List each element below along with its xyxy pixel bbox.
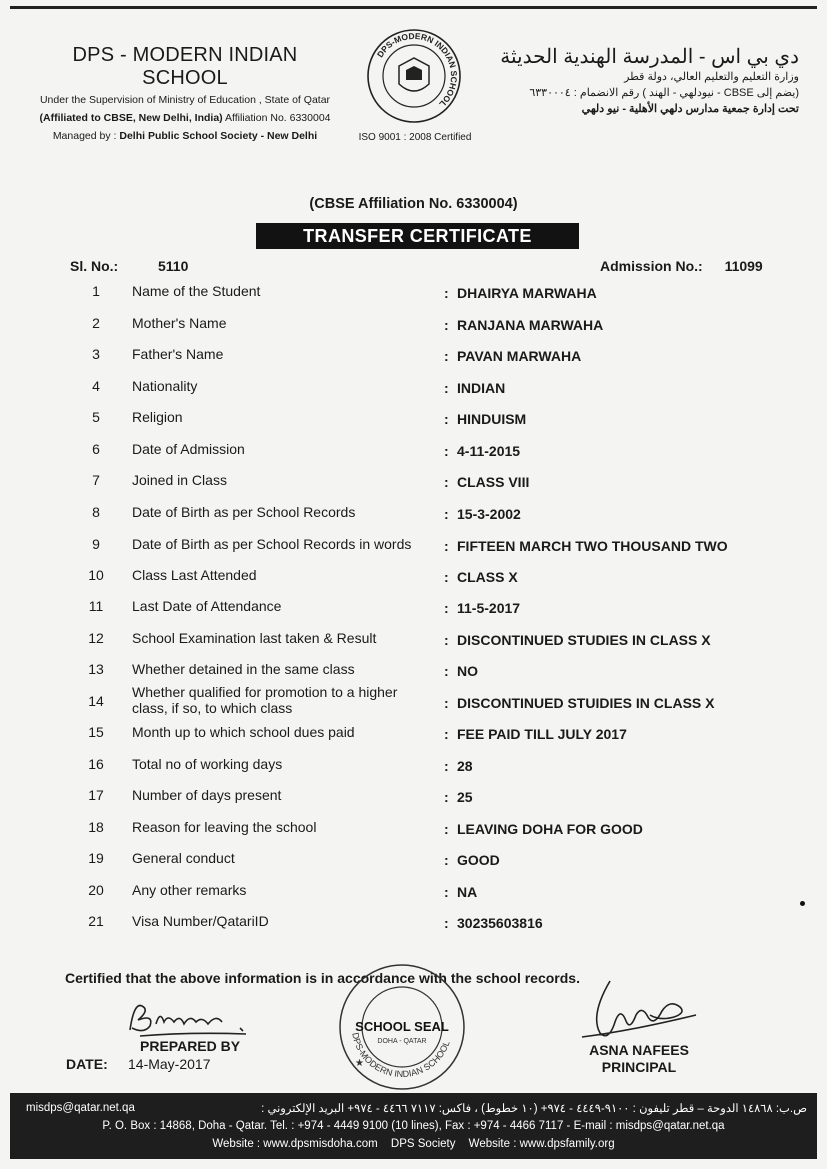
- item-label: Whether qualified for promotion to a higher class, if so, to which class: [132, 684, 398, 716]
- item-colon: :: [444, 915, 449, 931]
- item-number: 10: [88, 567, 104, 583]
- item-value: FEE PAID TILL JULY 2017: [457, 726, 627, 742]
- footer: [10, 1093, 817, 1159]
- item-value: CLASS X: [457, 569, 518, 585]
- item-number: 19: [88, 850, 104, 866]
- item-label: Mother's Name: [132, 315, 227, 331]
- date-value: 14-May-2017: [128, 1056, 211, 1072]
- item-colon: :: [444, 380, 449, 396]
- affiliated-prefix: (Affiliated to CBSE, New Delhi, India): [39, 112, 223, 124]
- list-item: [0, 819, 827, 849]
- list-item: [0, 283, 827, 313]
- serial-number-label: Sl. No.:: [70, 258, 119, 274]
- principal-title: PRINCIPAL: [601, 1059, 677, 1075]
- date-label: DATE:: [66, 1056, 108, 1072]
- admission-number-value: 11099: [724, 258, 763, 274]
- list-item: [0, 913, 827, 943]
- item-number: 3: [92, 346, 100, 362]
- cbse-ar: (يضم إلى CBSE - نيودلهي - الهند ) رقم الانضمام : ٦٣٣٠٠٠٤: [529, 87, 799, 99]
- item-colon: :: [444, 538, 449, 554]
- item-label: School Examination last taken & Result: [132, 630, 377, 646]
- footer-email: misdps@qatar.net.qa: [26, 1102, 135, 1114]
- cbse-affiliation: (CBSE Affiliation No. 6330004): [309, 196, 518, 212]
- school-header-arabic: [469, 44, 799, 117]
- item-label: Month up to which school dues paid: [132, 724, 355, 740]
- list-item: [0, 724, 827, 754]
- item-value: FIFTEEN MARCH TWO THOUSAND TWO: [457, 538, 728, 554]
- logo-ring-text: DPS-MODERN INDIAN SCHOOL: [374, 30, 460, 110]
- footer-websites: [10, 1138, 817, 1150]
- item-value: 15-3-2002: [457, 506, 521, 522]
- item-colon: :: [444, 474, 449, 490]
- item-colon: :: [444, 663, 449, 679]
- item-label: Number of days present: [132, 787, 282, 803]
- ink-dot: [800, 901, 805, 906]
- item-number: 1: [92, 283, 100, 299]
- item-value: NO: [457, 663, 478, 679]
- item-number: 14: [88, 693, 104, 709]
- list-item: [0, 346, 827, 376]
- list-item: [0, 504, 827, 534]
- item-number: 6: [92, 441, 100, 457]
- item-number: 13: [88, 661, 104, 677]
- item-number: 16: [88, 756, 104, 772]
- seal-title: SCHOOL SEAL: [355, 1019, 449, 1034]
- item-label: Date of Admission: [132, 441, 245, 457]
- item-number: 11: [88, 598, 104, 614]
- managed-value: Delhi Public School Society - New Delhi: [119, 130, 318, 142]
- seal-city: DOHA - QATAR: [377, 1038, 427, 1045]
- list-item: [0, 472, 827, 502]
- item-value: PAVAN MARWAHA: [457, 348, 582, 364]
- list-item: [0, 441, 827, 471]
- item-value: LEAVING DOHA FOR GOOD: [457, 821, 643, 837]
- affiliation-line: [30, 111, 340, 126]
- item-label: Religion: [132, 409, 183, 425]
- item-colon: :: [444, 348, 449, 364]
- seal-ring-text: DPS-MODERN INDIAN SCHOOL: [350, 1031, 452, 1080]
- item-label: Nationality: [132, 378, 198, 394]
- item-colon: :: [444, 317, 449, 333]
- item-number: 4: [92, 378, 100, 394]
- footer-website-2: Website : www.dpsfamily.org: [468, 1138, 615, 1150]
- item-value: NA: [457, 884, 478, 900]
- school-name-ar: دي بي اس - المدرسة الهندية الحديثة: [500, 46, 799, 68]
- footer-website-1: Website : www.dpsmisdoha.com: [212, 1138, 378, 1150]
- list-item: [0, 409, 827, 439]
- item-number: 8: [92, 504, 100, 520]
- list-item: [0, 536, 827, 566]
- school-header-english: [30, 44, 340, 144]
- item-label: Visa Number/QatariID: [132, 913, 269, 929]
- item-colon: :: [444, 506, 449, 522]
- item-number: 18: [88, 819, 104, 835]
- seal-star-icon: ★: [355, 1058, 364, 1069]
- admission-number: [600, 258, 763, 274]
- item-label: Total no of working days: [132, 756, 283, 772]
- principal-name: ASNA NAFEES: [589, 1042, 689, 1058]
- item-value: DISCONTINUED STUDIES IN CLASS X: [457, 632, 711, 648]
- item-value: GOOD: [457, 852, 500, 868]
- footer-society: DPS Society: [390, 1138, 456, 1150]
- managed-ar: تحت إدارة جمعية مدارس دلهي الأهلية - نيو دلهي: [581, 103, 799, 115]
- item-value: HINDUISM: [457, 411, 527, 427]
- item-number: 21: [88, 913, 104, 929]
- list-item: [0, 567, 827, 597]
- item-label: General conduct: [132, 850, 235, 866]
- item-colon: :: [444, 600, 449, 616]
- item-value: 28: [457, 758, 473, 774]
- item-label: Whether detained in the same class: [132, 661, 355, 677]
- item-number: 12: [88, 630, 104, 646]
- item-value: DISCONTINUED STUIDIES IN CLASS X: [457, 695, 715, 711]
- item-value: CLASS VIII: [457, 474, 530, 490]
- item-number: 2: [92, 315, 100, 331]
- list-item: [0, 630, 827, 660]
- item-label: Date of Birth as per School Records in words: [132, 536, 412, 552]
- supervision-line: Under the Supervision of Ministry of Education , State of Qatar: [39, 94, 331, 106]
- item-label: Joined in Class: [132, 472, 227, 488]
- item-label: Class Last Attended: [132, 567, 257, 583]
- item-number: 20: [88, 882, 104, 898]
- item-colon: :: [444, 569, 449, 585]
- item-colon: :: [444, 443, 449, 459]
- footer-contact: P. O. Box : 14868, Doha - Qatar. Tel. : +974 - 4449 9100 (10 lines), Fax : +974 - 4466 7117 - E-mail : misdps@qatar.net.qa: [102, 1120, 725, 1132]
- item-colon: :: [444, 632, 449, 648]
- serial-number: [70, 258, 189, 274]
- school-logo: [366, 28, 462, 124]
- school-seal: [337, 962, 467, 1092]
- item-value: RANJANA MARWAHA: [457, 317, 604, 333]
- item-colon: :: [444, 821, 449, 837]
- item-value: 30235603816: [457, 915, 543, 931]
- preparer-signature: [120, 992, 260, 1042]
- list-item: [0, 378, 827, 408]
- item-number: 17: [88, 787, 104, 803]
- header-rule: [10, 6, 817, 9]
- document-title: TRANSFER CERTIFICATE: [256, 223, 579, 249]
- list-item: [0, 787, 827, 817]
- item-label: Date of Birth as per School Records: [132, 504, 356, 520]
- item-value: 4-11-2015: [457, 443, 521, 459]
- item-number: 5: [92, 409, 100, 425]
- affiliated-suffix: Affiliation No. 6330004: [225, 112, 331, 124]
- item-value: INDIAN: [457, 380, 506, 396]
- item-number: 15: [88, 724, 104, 740]
- list-item: [0, 882, 827, 912]
- item-value: 11-5-2017: [457, 600, 521, 616]
- item-colon: :: [444, 726, 449, 742]
- managed-prefix: Managed by :: [52, 130, 117, 142]
- admission-number-label: Admission No.:: [600, 258, 703, 274]
- prepared-by-label: PREPARED BY: [140, 1038, 241, 1054]
- ministry-ar: وزارة التعليم والتعليم العالي، دولة قطر: [624, 71, 799, 83]
- school-name-en: DPS - MODERN INDIAN SCHOOL: [72, 44, 298, 89]
- certification-statement: Certified that the above information is in accordance with the school records.: [65, 970, 580, 986]
- item-number: 9: [92, 536, 100, 552]
- list-item: [0, 598, 827, 628]
- item-value: 25: [457, 789, 473, 805]
- iso-certification: ISO 9001 : 2008 Certified: [358, 132, 472, 143]
- item-colon: :: [444, 884, 449, 900]
- footer-arabic-contact: ص.ب: ١٤٨٦٨ الدوحة – قطر تليفون : ٩١٠٠-٤٤٤٩ - ٩٧٤+ (١٠ خطوط) ، فاكس: ٧١١٧ ٤٤٦٦ - ٩٧٤+ البريد الإلكتروني :: [261, 1103, 807, 1115]
- principal-signature: [570, 975, 700, 1045]
- item-label: Reason for leaving the school: [132, 819, 317, 835]
- item-label: Last Date of Attendance: [132, 598, 282, 614]
- item-colon: :: [444, 411, 449, 427]
- item-colon: :: [444, 695, 449, 711]
- list-item: [0, 756, 827, 786]
- list-item: [0, 315, 827, 345]
- item-colon: :: [444, 852, 449, 868]
- item-number: 7: [92, 472, 100, 488]
- item-value: DHAIRYA MARWAHA: [457, 285, 597, 301]
- item-label: Any other remarks: [132, 882, 247, 898]
- serial-number-value: 5110: [158, 258, 189, 274]
- item-colon: :: [444, 758, 449, 774]
- item-colon: :: [444, 789, 449, 805]
- list-item: [0, 684, 827, 723]
- item-label: Father's Name: [132, 346, 224, 362]
- item-colon: :: [444, 285, 449, 301]
- item-label: Name of the Student: [132, 283, 261, 299]
- list-item: [0, 850, 827, 880]
- managed-line: [30, 129, 340, 144]
